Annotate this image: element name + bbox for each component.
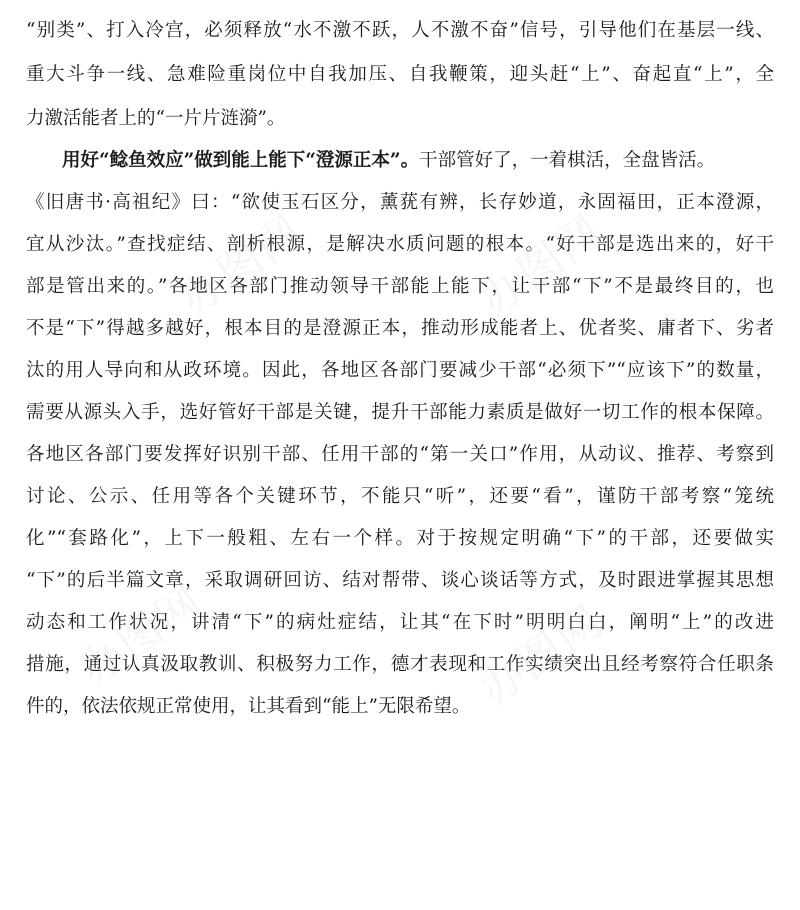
watermark: 办图网 [170, 205, 313, 327]
cut-off-top-line [0, 0, 800, 10]
section-heading: 用好“鲶鱼效应”做到能上能下“澄源正本”。 [62, 150, 420, 171]
paragraph-line: “别类”、打入冷宫，必须释放“水不激不跃，人不激不奋”信号，引导他们在基层一线、 [26, 20, 774, 41]
paragraph-line: 重大斗争一线、急难险重岗位中自我加压、自我鞭策，迎头赶“上”、奋起直“上”，全 [26, 64, 774, 85]
paragraph-line: 各地区各部门要发挥好识别干部、任用干部的“第一关口”作用，从动议、推荐、考察到 [26, 444, 774, 465]
paragraph-line: 措施，通过认真汲取教训、积极努力工作，德才表现和工作实绩突出且经考察符合任职条 [26, 654, 774, 675]
paragraph-line: 化”“套路化”，上下一般粗、左右一个样。对于按规定明确“下”的干部，还要做实 [26, 528, 774, 549]
cut-off-text [26, 0, 674, 8]
paragraph-line: 宜从沙汰。”查找症结、剖析根源，是解决水质问题的根本。“好干部是选出来的，好干 [26, 234, 774, 255]
paragraph-line: 讨论、公示、任用等各个关键环节，不能只“听”，还要“看”，谨防干部考察“笼统 [26, 486, 774, 507]
watermark: 办图网 [470, 595, 613, 717]
heading-continuation: 干部管好了，一着棋活，全盘皆活。 [419, 150, 716, 171]
watermark: 办图网 [70, 575, 213, 697]
paragraph-line: 力激活能者上的“一片片涟漪”。 [26, 108, 286, 129]
watermark: 办图网 [470, 205, 613, 327]
paragraph-line: 不是“下”得越多越好，根本目的是澄源正本，推动形成能者上、优者奖、庸者下、劣者 [26, 318, 774, 339]
paragraph-line: 汰的用人导向和从政环境。因此，各地区各部门要减少干部“必须下”“应该下”的数量， [26, 360, 774, 381]
paragraph-line: 《旧唐书·高祖纪》曰：“欲使玉石区分，薰莸有辨，长存妙道，永固福田，正本澄源， [26, 192, 774, 213]
paragraph-line: 需要从源头入手，选好管好干部是关键，提升干部能力素质是做好一切工作的根本保障。 [26, 402, 774, 423]
paragraph-line: 部是管出来的。”各地区各部门推动领导干部能上能下，让干部“下”不是最终目的，也 [26, 276, 774, 297]
paragraph-heading-line [62, 144, 774, 178]
paragraph-line: 件的，依法依规正常使用，让其看到“能上”无限希望。 [26, 696, 471, 717]
paragraph-line: “下”的后半篇文章，采取调研回访、结对帮带、谈心谈话等方式，及时跟进掌握其思想 [26, 570, 774, 591]
paragraph-line: 动态和工作状况，讲清“下”的病灶症结，让其“在下时”明明白白，阐明“上”的改进 [26, 612, 774, 633]
